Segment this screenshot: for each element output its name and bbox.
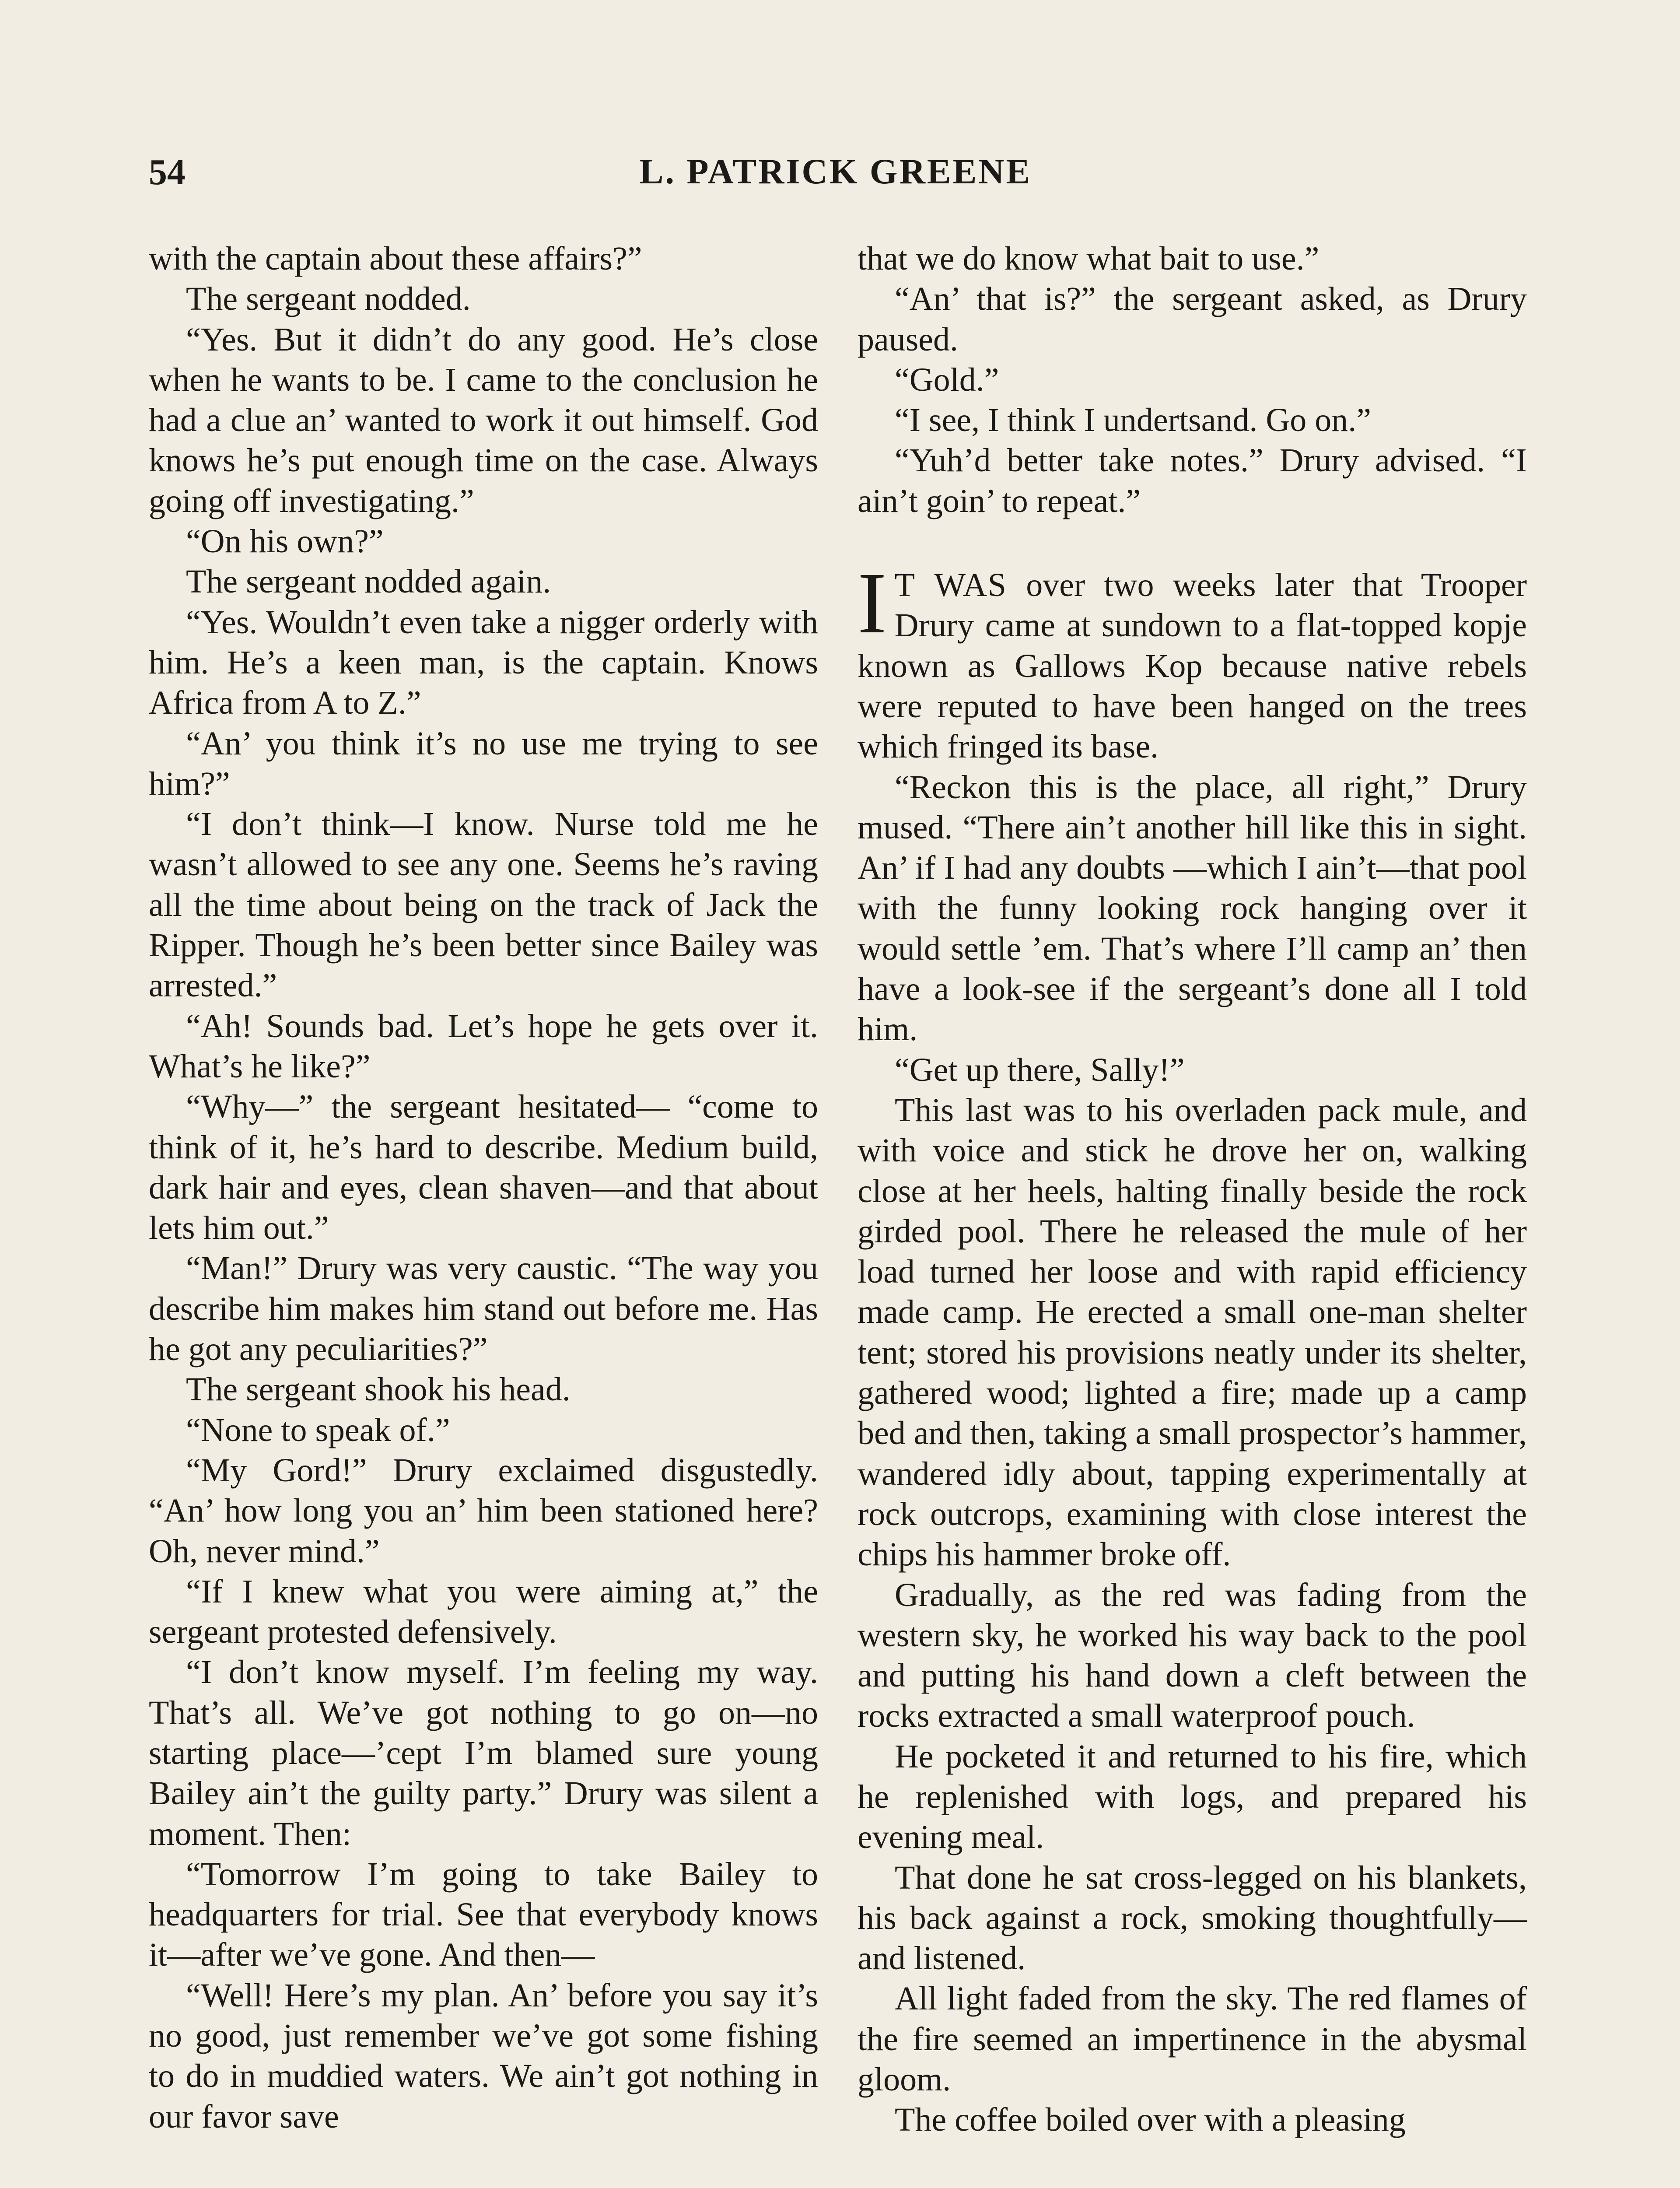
paragraph: That done he sat cross-legged on his blankets, his back against a rock, smoking thoughtfully—and listened.: [858, 1859, 1527, 1977]
paragraph: This last was to his overladen pack mule, and with voice and stick he drove her on, walking close at her heels, halting finally beside the rock girded pool. There he released the mule of her load turned her loose and with rapid efficiency made camp. He erected a small one-man shelter tent; stored his provisions neatly under its shelter, gathered wood; lighted a fire; made up a camp bed and then, taking a small prospector’s hammer, wandered idly about, tapping experimentally at rock outcrops, examining with close interest the chips his hammer broke off.: [858, 1091, 1527, 1573]
paragraph: The coffee boiled over with a pleasing: [895, 2101, 1406, 2139]
paragraph: “I see, I think I undertsand. Go on.”: [895, 402, 1372, 439]
paragraph: “Get up there, Sally!”: [895, 1051, 1185, 1088]
drop-cap: I: [858, 555, 887, 652]
paragraph: “Well! Here’s my plan. An’ before you say it’s no good, just remember we’ve got some fishing to do in muddied waters. We ain’t got nothing in our favor save: [149, 1977, 818, 2135]
paragraph: with the captain about these affairs?”: [149, 240, 642, 277]
paragraph: Gradually, as the red was fading from the western sky, he worked his way back to the pool and putting his hand down a cleft between the rocks extracted a small waterproof pouch.: [858, 1576, 1527, 1735]
paragraph: “None to speak of.”: [186, 1411, 450, 1448]
paragraph: “Reckon this is the place, all right,” Drury mused. “There ain’t another hill like this in sight. An’ if I had any doubts —which I ain’t—that pool with the funny looking rock hanging over it would settle ’em. That’s where I’ll camp an’ then have a look-see if the sergeant’s done all I told him.: [858, 768, 1527, 1048]
paragraph: The sergeant nodded.: [186, 281, 471, 318]
paragraph: “My Gord!” Drury exclaimed disgustedly. “An’ how long you an’ him been stationed here? Oh, never mind.”: [149, 1452, 818, 1570]
paragraph: “An’ you think it’s no use me trying to see him?”: [149, 725, 818, 802]
left-column: [149, 238, 818, 2137]
paragraph: All light faded from the sky. The red flames of the fire seemed an impertinence in the abysmal gloom.: [858, 1980, 1527, 2098]
paragraph: “Gold.”: [895, 361, 999, 398]
page-number: 54: [149, 152, 186, 193]
paragraph: The sergeant nodded again.: [186, 563, 551, 600]
paragraph: The sergeant shook his head.: [186, 1371, 570, 1408]
paragraph: “Yes. But it didn’t do any good. He’s close when he wants to be. I came to the conclusion he had a clue an’ wanted to work it out himself. God knows he’s put enough time on the case. Always going off investigating.”: [149, 321, 818, 519]
running-head: L. PATRICK GREENE: [639, 151, 1032, 191]
section-lead-words: T WAS: [894, 567, 1007, 604]
right-column: [858, 238, 1527, 2140]
paragraph: “Man!” Drury was very caustic. “The way you describe him makes him stand out before me. Has he got any peculiarities?”: [149, 1250, 818, 1368]
paragraph: “Why—” the sergeant hesitated— “come to think of it, he’s hard to describe. Medium build, dark hair and eyes, clean shaven—and that about lets him out.”: [149, 1088, 818, 1247]
section-opening-text: over two weeks later that Trooper Drury came at sundown to a flat-topped kopje known as Gallows Kop because native rebels were reputed to have been hanged on the trees which fringed its base.: [858, 567, 1527, 765]
section-opening-paragraph: [858, 555, 1527, 767]
paragraph: “Yes. Wouldn’t even take a nigger orderly with him. He’s a keen man, is the captain. Knows Africa from A to Z.”: [149, 603, 818, 722]
paragraph: that we do know what bait to use.”: [858, 240, 1320, 277]
paragraph: “I don’t think—I know. Nurse told me he wasn’t allowed to see any one. Seems he’s raving all the time about being on the track of Jack the Ripper. Though he’s been better since Bailey was arrested.”: [149, 806, 818, 1004]
page-header: [149, 151, 1522, 203]
paragraph: “If I knew what you were aiming at,” the sergeant protested defensively.: [149, 1573, 818, 1651]
paragraph: “Tomorrow I’m going to take Bailey to headquarters for trial. See that everybody knows it—after we’ve gone. And then—: [149, 1855, 818, 1974]
paragraph: “I don’t know myself. I’m feeling my way. That’s all. We’ve got nothing to go on—no starting place—’cept I’m blamed sure young Bailey ain’t the guilty party.” Drury was silent a moment. Then:: [149, 1654, 818, 1852]
paragraph: He pocketed it and returned to his fire, which he replenished with logs, and prepared his evening meal.: [858, 1738, 1527, 1856]
paragraph: “An’ that is?” the sergeant asked, as Drury paused.: [858, 281, 1527, 358]
paragraph: “On his own?”: [186, 523, 384, 560]
paragraph: “Ah! Sounds bad. Let’s hope he gets over it. What’s he like?”: [149, 1007, 818, 1085]
paragraph: “Yuh’d better take notes.” Drury advised. “I ain’t goin’ to repeat.”: [858, 442, 1527, 519]
